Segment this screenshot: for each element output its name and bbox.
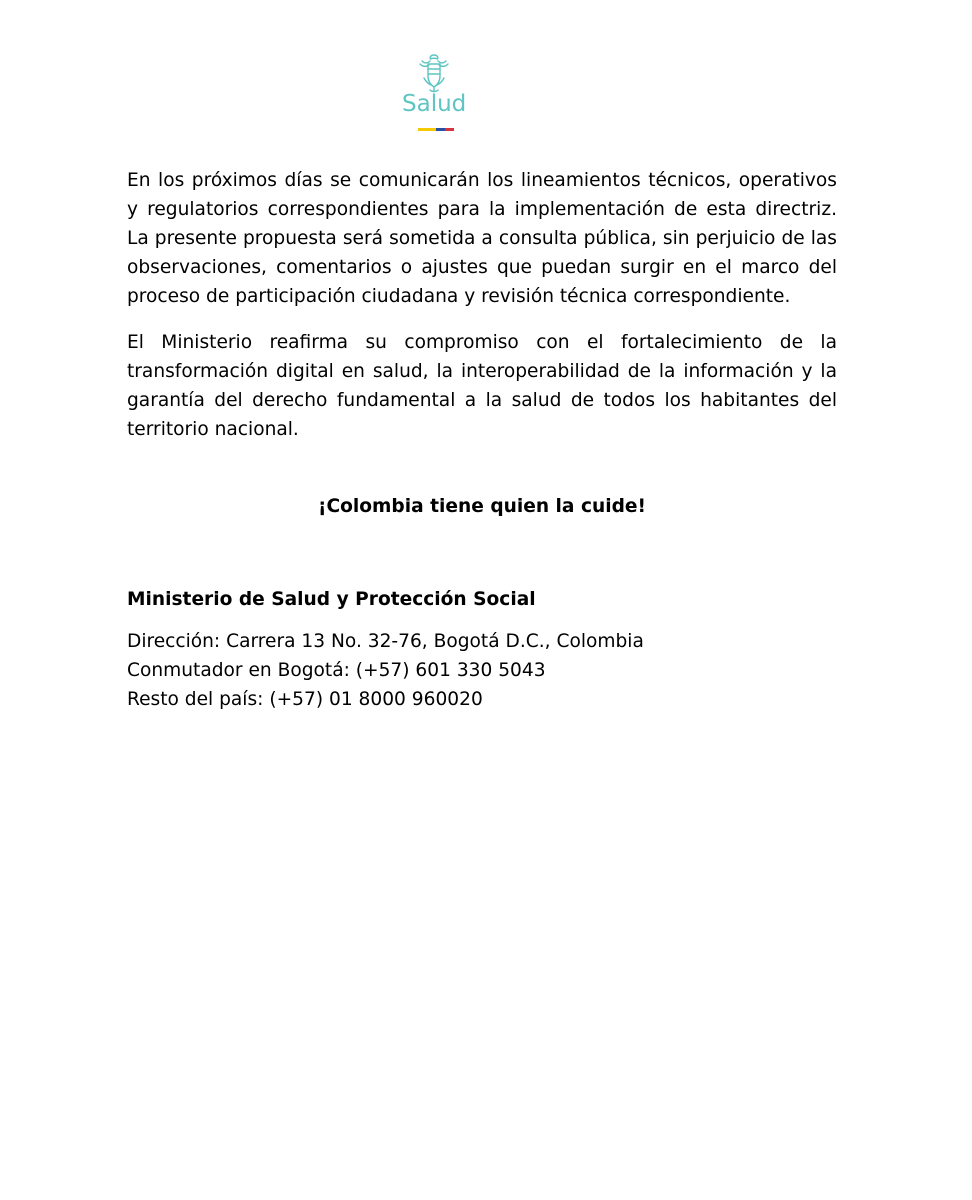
salud-logo (398, 52, 472, 134)
flag-stripe (418, 128, 454, 131)
address-line: Dirección: Carrera 13 No. 32-76, Bogotá D.C., Colombia (127, 631, 644, 652)
phone-bogota-line: Conmutador en Bogotá: (+57) 601 330 5043 (127, 660, 546, 681)
body-text (127, 166, 837, 444)
flag-yellow (418, 128, 436, 131)
slogan: ¡Colombia tiene quien la cuide! (318, 496, 646, 517)
logo-text: Salud (402, 91, 467, 117)
coat-of-arms-icon (416, 52, 452, 94)
organization-name: Ministerio de Salud y Protección Social (127, 589, 536, 610)
flag-red (445, 128, 454, 131)
paragraph-implementation: En los próximos días se comunicarán los lineamientos técnicos, operativos y regulatorios correspondientes para la implementación de esta directriz. La presente propuesta será sometida a consulta pública, sin perjuicio de las observaciones, comentarios o ajustes que puedan surgir en el marco del proceso de participación ciudadana y revisión técnica correspondiente. (127, 170, 837, 307)
phone-country-line: Resto del país: (+57) 01 8000 960020 (127, 689, 483, 710)
contact-info (127, 627, 644, 714)
flag-blue (436, 128, 445, 131)
paragraph-commitment: El Ministerio reafirma su compromiso con el fortalecimiento de la transformación digital en salud, la interoperabilidad de la información y la garantía del derecho fundamental a la salud de todos los habitantes del territorio nacional. (127, 332, 837, 440)
